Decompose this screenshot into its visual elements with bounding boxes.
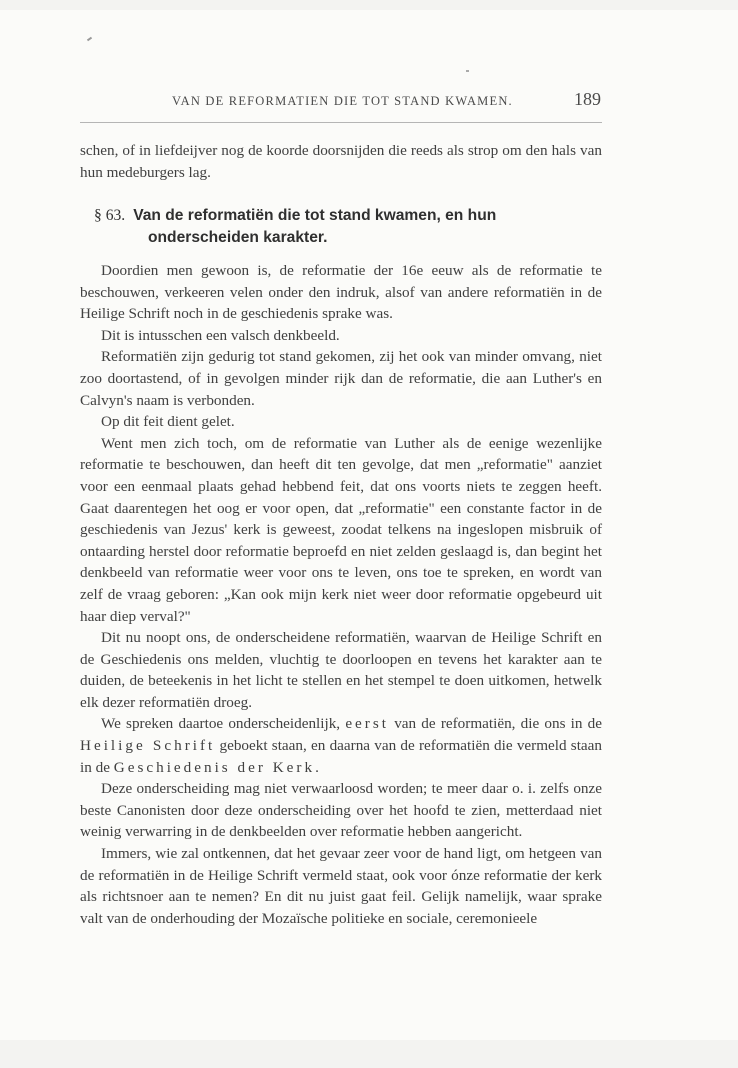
paragraph: Op dit feit dient gelet. [101,413,235,431]
emphasis-eerst: eerst [345,715,389,733]
text-run: van de reformatiën, die ons in de [394,715,603,733]
paragraph: Dit nu noopt ons, de onderscheidene reformatiën, waarvan de Heilige Schrift en de Geschiedenis ons melden, vluchtig te doorloopen en tevens het karakter aan te duiden, de beteekenis in het licht te stellen en het stempel te doen uitkomen, hetwelk elk dezer reformatiën droeg. [80,629,602,711]
section-title-line1: Van de reformatiën die tot stand kwamen, en hun [133,207,497,224]
text-run: geboekt staan, en daarna van de reformatiën die vermeld staan in de [80,737,603,776]
section-heading [94,205,604,249]
emphasis-heilige-schrift: Heilige Schrift [80,737,216,755]
section-number: § 63. [94,207,126,224]
paragraph [80,713,602,778]
opening-text [80,140,602,183]
ink-speck [466,70,469,72]
paragraph: Went men zich toch, om de reformatie van Luther als de eenige wezenlijke reformatie te beschouwen, dan heeft dit ten gevolge, dat men „reformatie" aanziet voor een eenmaal plaats gehad hebbend feit, dat ons voorts niets te zeggen heeft. Gaat daarentegen het oog er voor open, dat „reformatie" een constante factor in de geschiedenis van Jezus' kerk is geweest, zoodat telkens na ingeslopen misbruik of ontaarding herstel door reformatie beproefd en niet zelden geslaagd is, dan begint het denkbeeld van reformatie weer voor ons te leven, ons toe te spreken, en wordt van zelf de vraag geboren: „Kan ook mijn kerk niet weer door reformatie opgebeurd uit haar diep verval?" [80,434,602,625]
section-title-line2: onderscheiden karakter. [148,229,328,246]
paragraph: Dit is intusschen een valsch denkbeeld. [101,326,340,344]
paragraph: Immers, wie zal ontkennen, dat het gevaar zeer voor de hand ligt, om hetgeen van de reformatiën in de Heilige Schrift vermeld staat, ook voor ónze reformatie der kerk als richtsnoer aan te nemen? En dit nu juist gaat feil. Gelijk namelijk, waar sprake valt van de onderhouding der Mozaïsche politieke en sociale, ceremonieele [80,845,602,927]
text-run: We spreken daartoe onderscheidenlijk, [101,715,341,733]
paragraph: Deze onderscheiding mag niet verwaarloosd worden; te meer daar o. i. zelfs onze beste Canonisten door deze onderscheiding over het hoofd te zien, metterdaad niet weinig verwarring in de denkbeelden over reformatie hebben aangericht. [80,780,602,841]
emphasis-geschiedenis-der-kerk: Geschiedenis der Kerk. [113,758,322,776]
page-number: 189 [574,89,601,109]
paragraph: schen, of in liefdeijver nog de koorde doorsnijden die reeds als strop om den hals van hun medeburgers lag. [80,142,602,181]
paragraph: Reformatiën zijn gedurig tot stand gekomen, zij het ook van minder omvang, niet zoo doortastend, of in gevolgen minder rijk dan de reformatie, die aan Luther's en Calvyn's naam is verbonden. [80,348,602,409]
header-rule [80,122,602,123]
main-text [80,260,602,929]
paragraph: Doordien men gewoon is, de reformatie der 16e eeuw als de reformatie te beschouwen, verkeeren velen onder den indruk, alsof van andere reformatiën in de Heilige Schrift noch in de geschiedenis sprake was. [80,262,602,323]
running-head: VAN DE REFORMATIEN DIE TOT STAND KWAMEN. [172,94,513,108]
